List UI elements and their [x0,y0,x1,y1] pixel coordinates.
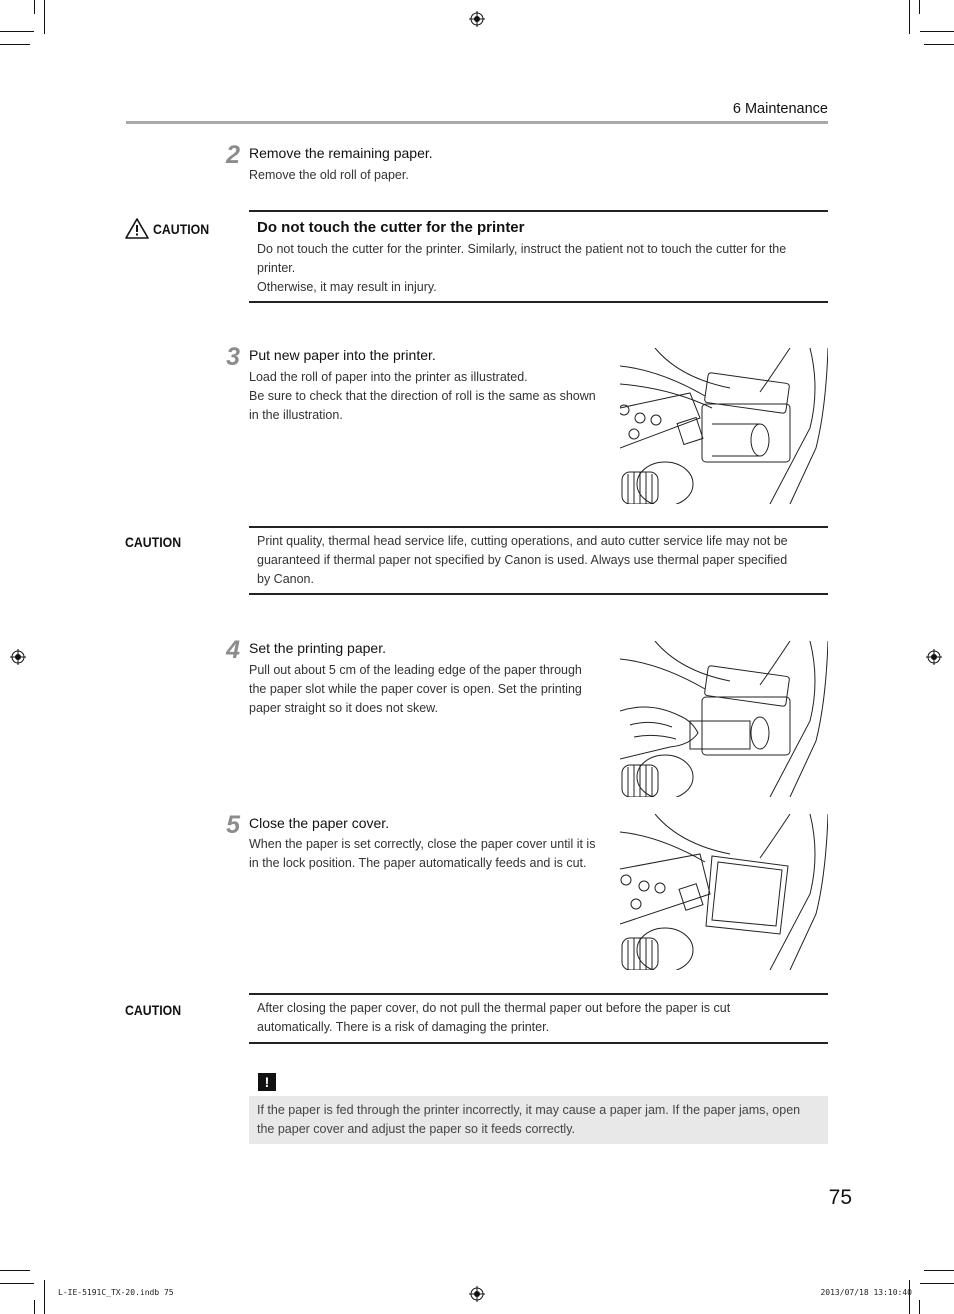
text-line: the paper cover and adjust the paper so it feeds correctly. [257,1122,576,1136]
text-line: guaranteed if thermal paper not specified by Canon is used. Always use thermal paper specified [257,553,788,567]
crop-mark [909,0,910,34]
text-line: Load the roll of paper into the printer as illustrated. [249,370,528,384]
text-line: printer. [257,261,296,275]
step-title: Set the printing paper. [249,640,386,656]
warning-triangle-icon [125,218,149,239]
crop-mark [924,44,954,45]
section-title: 6 Maintenance [732,101,828,117]
step-number: 5 [226,811,240,839]
printer-load-roll-illustration [620,348,828,504]
step-body [249,661,614,718]
step-body [249,835,614,873]
crop-mark [924,1270,954,1271]
crop-mark [0,44,30,45]
crop-mark [44,1280,45,1314]
step-title: Put new paper into the printer. [249,347,436,363]
header-rule [126,121,828,124]
registration-mark-icon [469,11,485,27]
printer-set-paper-illustration [620,641,828,797]
step-title: Close the paper cover. [249,815,390,831]
text-line: Pull out about 5 cm of the leading edge of the paper through [249,663,582,677]
step-number: 2 [226,141,240,169]
text-line: by Canon. [257,572,314,586]
caution-text [257,999,822,1037]
crop-mark [909,1280,910,1314]
slug-file: L-IE-5191C_TX-20.indb 75 [58,1288,174,1297]
crop-mark [34,0,35,14]
text-line: After closing the paper cover, do not pull the thermal paper out before the paper is cut [257,1001,731,1015]
caution-box [249,210,828,303]
caution-text [257,240,822,297]
crop-mark [919,1300,920,1314]
caution-text [257,532,822,589]
crop-mark [920,31,954,32]
caution-label: CAUTION [125,1002,182,1018]
caution-title: Do not touch the cutter for the printer [257,219,525,236]
note-box [249,1096,828,1144]
page-number: 75 [828,1186,852,1209]
text-line: Print quality, thermal head service life, cutting operations, and auto cutter service life may not be [257,534,788,548]
text-line: When the paper is set correctly, close the paper cover until it is [249,837,596,851]
slug-datetime: 2013/07/18 13:10:40 [820,1288,912,1297]
crop-mark [919,0,920,14]
text-line: automatically. There is a risk of damaging the printer. [257,1020,550,1034]
step-number: 4 [226,636,240,664]
step-body [249,368,614,425]
caution-box [249,526,828,595]
text-line: in the illustration. [249,408,343,422]
crop-mark [0,1283,34,1284]
caution-label: CAUTION [153,221,210,237]
step-title: Remove the remaining paper. [249,145,433,161]
text-line: If the paper is fed through the printer incorrectly, it may cause a paper jam. If the paper jams, open [257,1103,801,1117]
step-number: 3 [226,343,240,371]
step-body: Remove the old roll of paper. [249,168,409,182]
crop-mark [44,0,45,34]
caution-box [249,993,828,1044]
text-line: Be sure to check that the direction of roll is the same as shown [249,389,596,403]
note-text [257,1101,822,1139]
crop-mark [34,1300,35,1314]
caution-label: CAUTION [125,534,182,550]
crop-mark [0,31,34,32]
exclamation-icon: ! [258,1073,276,1091]
text-line: Otherwise, it may result in injury. [257,280,437,294]
registration-mark-icon [469,1286,485,1302]
crop-mark [920,1283,954,1284]
registration-mark-icon [926,649,942,665]
text-line: paper straight so it does not skew. [249,701,438,715]
text-line: the paper slot while the paper cover is open. Set the printing [249,682,582,696]
registration-mark-icon [10,649,26,665]
crop-mark [0,1270,30,1271]
text-line: in the lock position. The paper automatically feeds and is cut. [249,856,587,870]
text-line: Do not touch the cutter for the printer. Similarly, instruct the patient not to touch the cutter for the [257,242,787,256]
printer-closed-cover-illustration [620,814,828,970]
